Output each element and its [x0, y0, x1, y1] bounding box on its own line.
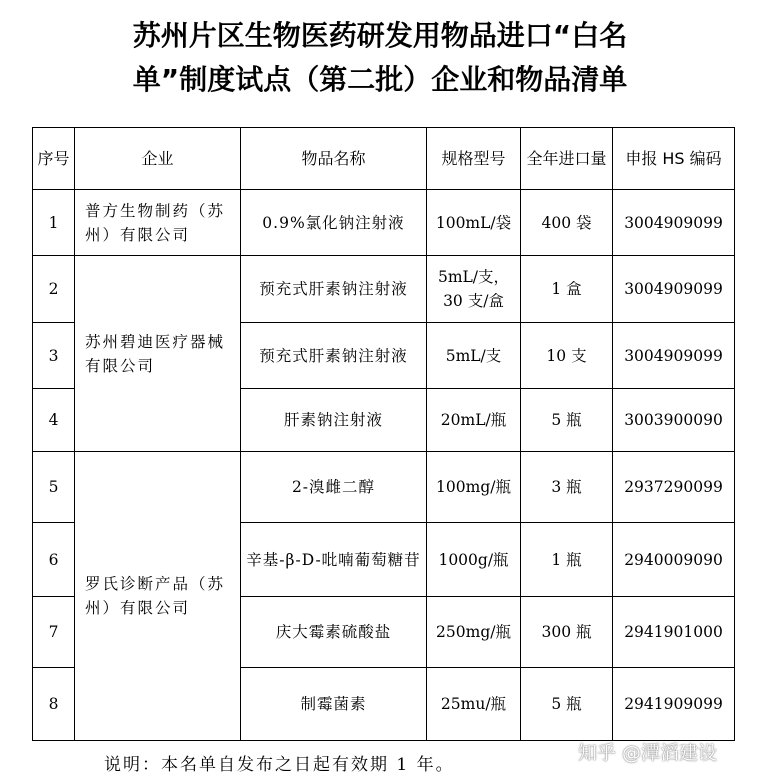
item-hs-code: 2937290099 — [613, 452, 735, 523]
table-row — [33, 190, 735, 256]
item-hs-code: 3004909099 — [613, 323, 735, 389]
header-item-name: 物品名称 — [241, 128, 427, 190]
item-quantity: 400 袋 — [521, 190, 613, 256]
validity-note: 说明：本名单自发布之日起有效期 1 年。 — [104, 755, 455, 775]
table-header-row — [33, 128, 735, 190]
item-name: 2-溴雌二醇 — [241, 452, 427, 523]
item-hs-code: 2940009090 — [613, 523, 735, 597]
header-hs-code: 申报 HS 编码 — [613, 128, 735, 190]
item-spec: 250mg/瓶 — [427, 597, 521, 668]
header-spec: 规格型号 — [427, 128, 521, 190]
zhihu-watermark: 知乎 @潭滔建设 — [578, 742, 718, 764]
item-spec: 25mu/瓶 — [427, 668, 521, 741]
row-index: 5 — [33, 452, 75, 523]
item-hs-code: 3004909099 — [613, 190, 735, 256]
item-hs-code: 3004909099 — [613, 256, 735, 323]
item-name: 肝素钠注射液 — [241, 389, 427, 452]
row-index: 8 — [33, 668, 75, 741]
row-index: 6 — [33, 523, 75, 597]
item-quantity: 1 盒 — [521, 256, 613, 323]
item-spec: 20mL/瓶 — [427, 389, 521, 452]
title-line-1: 苏州片区生物医药研发用物品进口“白名 — [132, 19, 628, 52]
item-quantity: 10 支 — [521, 323, 613, 389]
row-index: 1 — [33, 190, 75, 256]
row-index: 2 — [33, 256, 75, 323]
item-name: 制霉菌素 — [241, 668, 427, 741]
item-spec: 1000g/瓶 — [427, 523, 521, 597]
enterprise-name: 罗氏诊断产品（苏州）有限公司 — [75, 452, 241, 741]
item-spec: 5mL/支 — [427, 323, 521, 389]
item-name: 庆大霉素硫酸盐 — [241, 597, 427, 668]
enterprise-name: 苏州碧迪医疗器械有限公司 — [75, 256, 241, 452]
item-hs-code: 2941909099 — [613, 668, 735, 741]
header-index: 序号 — [33, 128, 75, 190]
enterprise-name: 普方生物制药（苏州）有限公司 — [75, 190, 241, 256]
item-quantity: 300 瓶 — [521, 597, 613, 668]
enterprise-item-table — [32, 127, 735, 741]
item-name: 预充式肝素钠注射液 — [241, 323, 427, 389]
table-row — [33, 452, 735, 523]
row-index: 7 — [33, 597, 75, 668]
item-spec: 100mL/袋 — [427, 190, 521, 256]
item-name: 预充式肝素钠注射液 — [241, 256, 427, 323]
header-annual-quantity: 全年进口量 — [521, 128, 613, 190]
item-spec: 5mL/支，30 支/盒 — [427, 256, 521, 323]
item-hs-code: 3003900090 — [613, 389, 735, 452]
item-name: 辛基-β-D-吡喃葡萄糖苷 — [241, 523, 427, 597]
row-index: 3 — [33, 323, 75, 389]
table-row — [33, 256, 735, 323]
row-index: 4 — [33, 389, 75, 452]
item-quantity: 3 瓶 — [521, 452, 613, 523]
item-quantity: 5 瓶 — [521, 389, 613, 452]
item-spec: 100mg/瓶 — [427, 452, 521, 523]
item-name: 0.9%氯化钠注射液 — [241, 190, 427, 256]
document-title — [0, 14, 760, 102]
item-quantity: 1 瓶 — [521, 523, 613, 597]
item-quantity: 5 瓶 — [521, 668, 613, 741]
title-line-2: 单”制度试点（第二批）企业和物品清单 — [132, 63, 628, 96]
item-hs-code: 2941901000 — [613, 597, 735, 668]
header-enterprise: 企业 — [75, 128, 241, 190]
